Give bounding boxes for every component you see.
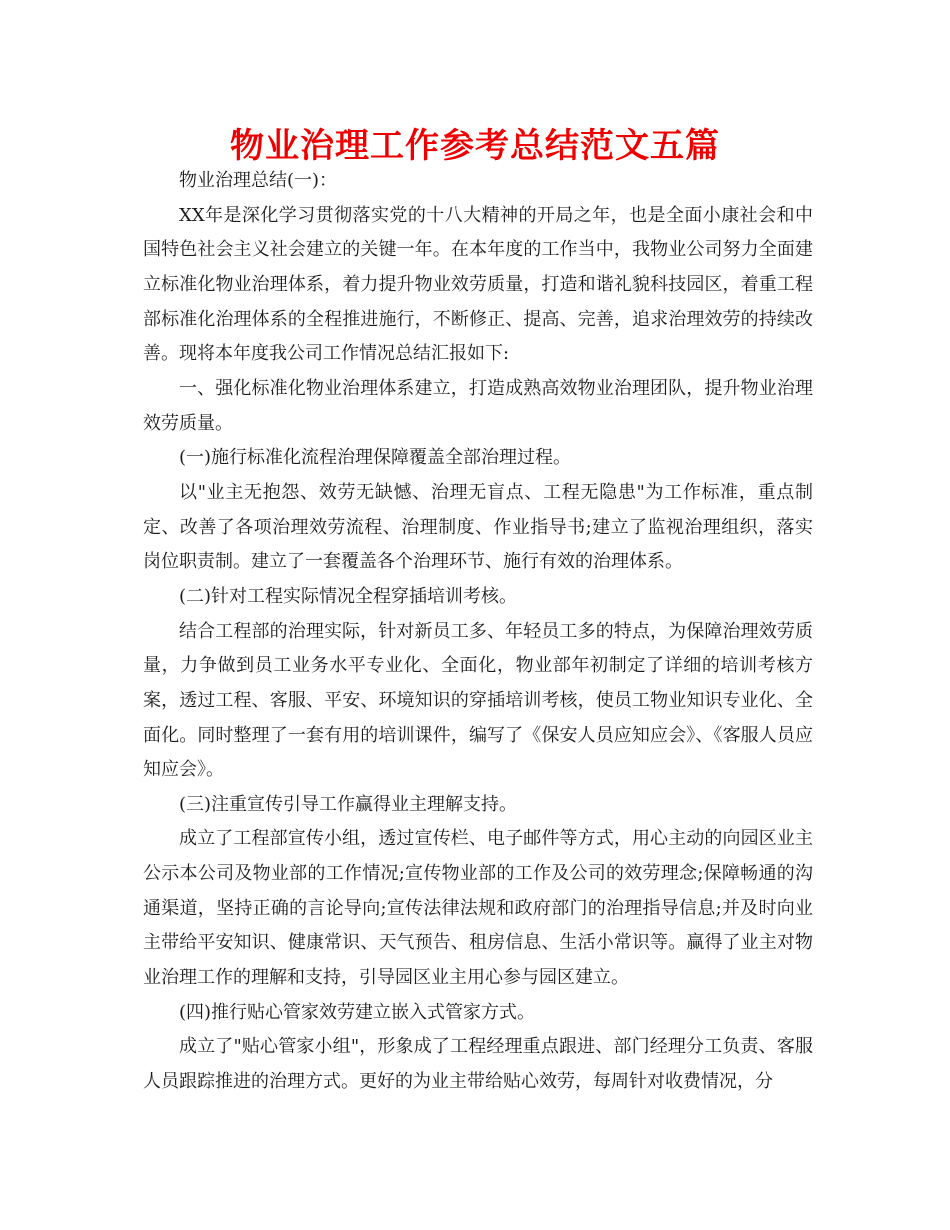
paragraph-1: 物业治理总结(一)：	[179, 170, 338, 191]
paragraph-2: XX年是深化学习贯彻落实党的十八大精神的开局之年，也是全面小康社会和中国特色社会主义社会建立的关键一年。在本年度的工作当中，我物业公司努力全面建立标准化物业治理体系，着力提升物业效劳质量，打造和谐礼貌科技园区，着重工程部标准化治理体系的全程推进施行，不断修正、提高、完善，追求治理效劳的持续改善。现将本年度我公司工作情况总结汇报如下:	[143, 204, 813, 365]
paragraph-10: (四)推行贴心管家效劳建立嵌入式管家方式。	[179, 1001, 536, 1023]
paragraph-6: (二)针对工程实际情况全程穿插培训考核。	[179, 585, 518, 607]
paragraph-4: (一)施行标准化流程治理保障覆盖全部治理过程。	[179, 447, 572, 469]
paragraph-5: 以"业主无抱怨、效劳无缺憾、治理无盲点、工程无隐患"为工作标准，重点制定、改善了各项治理效劳流程、治理制度、作业指导书;建立了监视治理组织，落实岗位职责制。建立了一套覆盖各个治理环节、施行有效的治理体系。	[143, 481, 813, 573]
document-title: 物业治理工作参考总结范文五篇	[230, 126, 720, 166]
paragraph-9: 成立了工程部宣传小组，透过宣传栏、电子邮件等方式，用心主动的向园区业主公示本公司及物业部的工作情况;宣传物业部的工作及公司的效劳理念;保障畅通的沟通渠道，坚持正确的言论导向;宣传法律法规和政府部门的治理指导信息;并及时向业主带给平安知识、健康常识、天气预告、租房信息、生活小常识等。赢得了业主对物业治理工作的理解和支持，引导园区业主用心参与园区建立。	[143, 828, 813, 989]
document-body	[143, 164, 813, 1100]
paragraph-11: 成立了"贴心管家小组"，形象成了工程经理重点跟进、部门经理分工负责、客服人员跟踪推进的治理方式。更好的为业主带给贴心效劳，每周针对收费情况，分	[143, 1036, 813, 1093]
paragraph-7: 结合工程部的治理实际，针对新员工多、年轻员工多的特点，为保障治理效劳质量，力争做到员工业务水平专业化、全面化，物业部年初制定了详细的培训考核方案，透过工程、客服、平安、环境知识的穿插培训考核，使员工物业知识专业化、全面化。同时整理了一套有用的培训课件，编写了《保安人员应知应会》、《客服人员应知应会》。	[143, 620, 813, 781]
paragraph-8: (三)注重宣传引导工作赢得业主理解支持。	[179, 793, 518, 815]
paragraph-3: 一、强化标准化物业治理体系建立，打造成熟高效物业治理团队，提升物业治理效劳质量。	[143, 377, 813, 434]
